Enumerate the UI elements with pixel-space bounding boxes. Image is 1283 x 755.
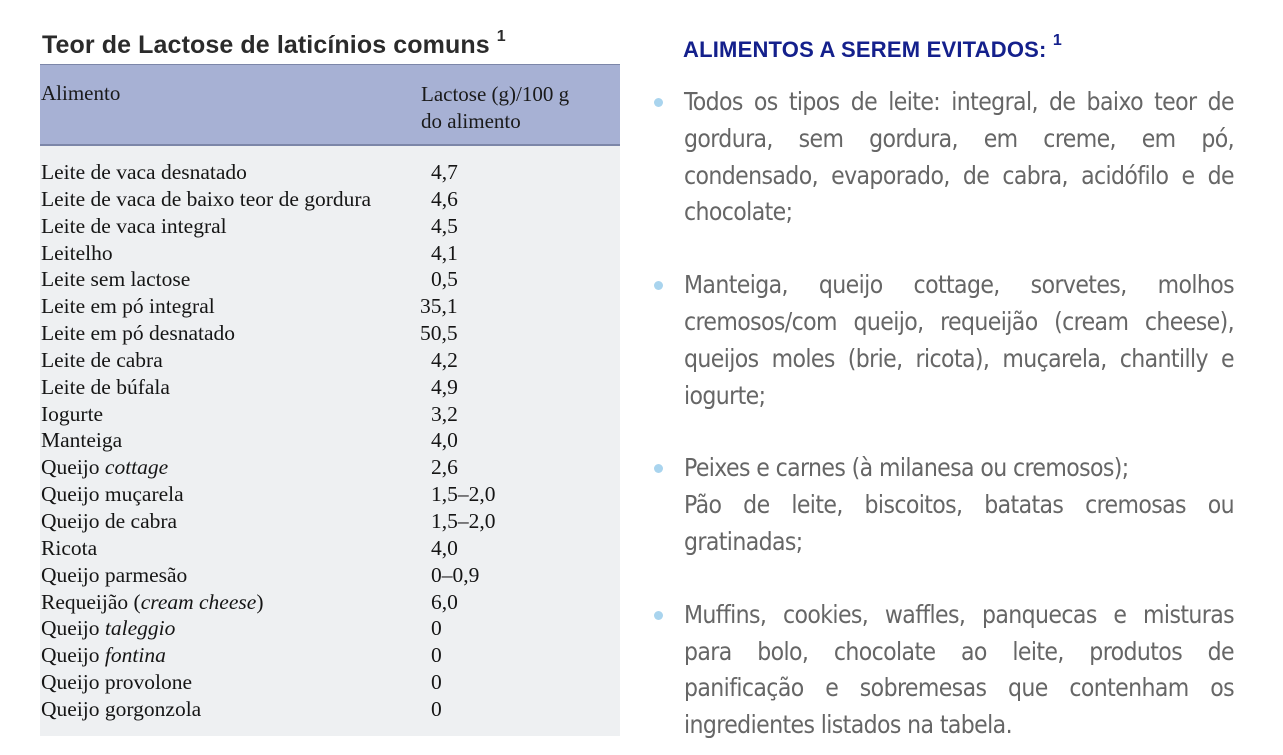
table-row [40,293,620,320]
table-row [40,642,620,669]
cell-food: Queijo fontina [41,643,166,668]
bullet-icon [654,281,663,290]
cell-food: Leite de vaca de baixo teor de gordura [41,186,372,211]
cell-food: Leitelho [41,240,113,265]
avoid-list-item: Muffins, cookies, waffles, panquecas e misturas para bolo, chocolate ao leite, produtos de panificação e sobremesas que contenham os ingredientes listados na tabela. [650,597,1234,744]
header-lactose: Lactose (g)/100 g do alimento [421,82,570,133]
table-row [40,589,620,616]
cell-food: Requeijão (cream cheese) [41,589,264,614]
cell-lactose: 3,2 [431,401,458,426]
avoid-title [683,32,1062,63]
table-row [40,481,620,508]
cell-food: Leite de vaca desnatado [41,160,247,184]
cell-lactose: 4,0 [431,428,458,453]
table-row [40,454,620,481]
cell-lactose: 0,5 [431,267,458,292]
cell-lactose: 0 [431,616,442,641]
table-row [40,696,620,723]
cell-lactose: 4,7 [431,160,458,184]
table-row [40,347,620,374]
cell-lactose: 4,2 [431,347,458,372]
cell-lactose: 50,5 [420,321,458,346]
table-title [42,28,506,60]
cell-food: Queijo gorgonzola [41,696,202,721]
cell-lactose: 4,1 [431,240,458,265]
avoid-list [650,84,1234,744]
cell-food: Leite de búfala [41,374,170,399]
table-row [40,374,620,401]
cell-food: Queijo parmesão [41,562,188,587]
table-row [40,535,620,562]
header-food: Alimento [41,81,121,105]
cell-lactose: 4,0 [431,535,458,560]
bullet-icon [654,98,663,107]
table-row [40,669,620,696]
bullet-icon [654,611,663,620]
cell-lactose: 4,5 [431,213,458,238]
cell-lactose: 0 [431,696,442,721]
table-header [40,64,620,146]
cell-lactose: 4,6 [431,186,458,211]
table-title-footnote: 1 [496,28,506,45]
cell-food: Queijo muçarela [41,482,184,507]
table-row [40,427,620,454]
table-title-text: Teor de Lactose de laticínios comuns [42,31,490,59]
cell-lactose: 2,6 [431,455,458,480]
cell-food: Iogurte [41,401,104,426]
cell-food: Leite em pó integral [41,294,215,319]
cell-lactose: 6,0 [431,589,458,614]
cell-food: Queijo provolone [41,670,193,695]
avoid-list-item: Manteiga, queijo cottage, sorvetes, molhos cremosos/com queijo, requeijão (cream cheese), queijos moles (brie, ricota), muçarela, chantilly e iogurte; [650,267,1234,414]
avoid-title-footnote: 1 [1052,32,1062,49]
cell-food: Queijo taleggio [41,616,176,641]
avoid-list-item: Todos os tipos de leite: integral, de baixo teor de gordura, sem gordura, em creme, em pó, condensado, evaporado, de cabra, acidófilo e de chocolate; [650,84,1234,231]
cell-food: Queijo cottage [41,455,169,480]
cell-lactose: 1,5–2,0 [431,482,496,507]
table-row [40,186,620,213]
avoid-list-item: Peixes e carnes (à milanesa ou cremosos); Pão de leite, biscoitos, batatas cremosas ou gratinadas; [650,450,1234,560]
cell-lactose: 1,5–2,0 [431,508,496,533]
cell-lactose: 0–0,9 [431,562,480,587]
lactose-table [40,64,620,736]
cell-food: Leite sem lactose [41,267,191,292]
table-row [40,159,620,186]
table-row [40,615,620,642]
table-row [40,320,620,347]
table-row [40,562,620,589]
cell-lactose: 0 [431,670,442,695]
table-body [40,159,620,723]
table-row [40,401,620,428]
cell-food: Queijo de cabra [41,508,178,533]
avoid-title-text: ALIMENTOS A SEREM EVITADOS: [683,37,1047,62]
table-row [40,213,620,240]
table-row [40,240,620,267]
cell-lactose: 4,9 [431,374,458,399]
table-row [40,266,620,293]
cell-food: Manteiga [41,428,123,453]
cell-food: Leite em pó desnatado [41,321,236,346]
table-row [40,508,620,535]
cell-food: Leite de vaca integral [41,213,227,238]
cell-food: Leite de cabra [41,347,163,372]
cell-lactose: 35,1 [420,294,458,319]
bullet-icon [654,464,663,473]
cell-lactose: 0 [431,643,442,668]
cell-food: Ricota [41,535,98,560]
